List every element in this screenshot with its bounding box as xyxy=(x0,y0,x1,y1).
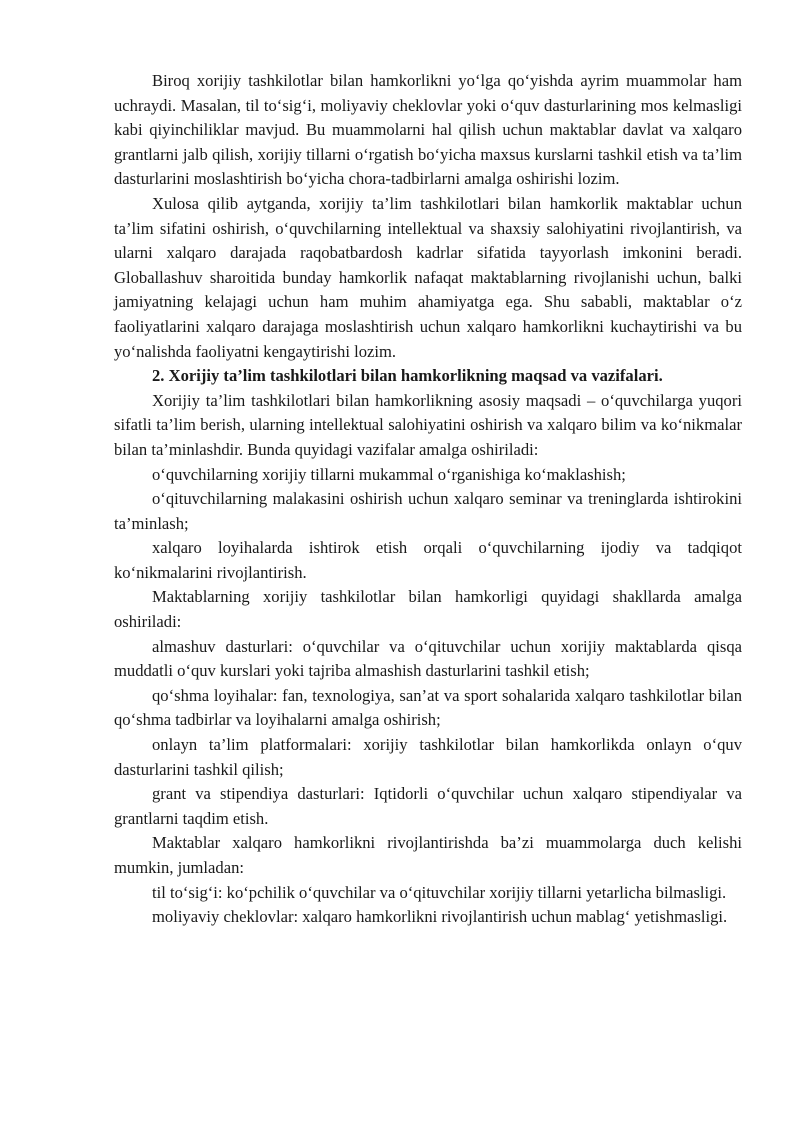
paragraph-forms: Maktablarning xorijiy tashkilotlar bilan hamkorligi quyidagi shakllarda amalga oshiriladi: xyxy=(114,587,742,632)
list-item-joint-projects: qo‘shma loyihalar: fan, texnologiya, san’at va sport sohalarida xalqaro tashkilotlar bilan qo‘shma tadbirlar va loyihalarni amalga oshirish; xyxy=(114,685,742,730)
list-item-online: onlayn ta’lim platformalari: xorijiy tashkilotlar bilan hamkorlikda onlayn o‘quv dasturlarini tashkil qilish; xyxy=(114,735,742,779)
paragraph-main-goal: Xorijiy ta’lim tashkilotlari bilan hamkorlikning asosiy maqsadi – o‘quvchilarga yuqori sifatli ta’lim berish, ularning intellektual salohiyatini oshirish va xalqaro bilim va ko‘nikmalar bilan ta’minlashdir. Bunda quyidagi vazifalar amalga oshiriladi: xyxy=(114,390,742,459)
paragraph-problems: Biroq xorijiy tashkilotlar bilan hamkorlikni yo‘lga qo‘yishda ayrim muammolar ham uchraydi. Masalan, til to‘sig‘i, moliyaviy cheklovlar yoki o‘quv dasturlarining mos kelmasligi kabi qiyinchiliklar mavjud. Bu muammolarni hal qilish uchun maktablar davlat va xalqaro grantlarni jalb qilish, xorijiy tillarni o‘rgatish bo‘yicha maxsus kurslarni tashkil etish va ta’lim dasturlarini moslashtirish bo‘yicha chora-tadbirlarni amalga oshirishi lozim. xyxy=(114,71,742,189)
list-item-projects: xalqaro loyihalarda ishtirok etish orqali o‘quvchilarning ijodiy va tadqiqot ko‘nikmalarini rivojlantirish. xyxy=(114,538,742,582)
paragraph-challenges: Maktablar xalqaro hamkorlikni rivojlantirishda ba’zi muammolarga duch kelishi mumkin, jumladan: xyxy=(114,833,742,877)
list-item-teacher-training: o‘qituvchilarning malakasini oshirish uchun xalqaro seminar va treninglarda ishtirokini ta’minlash; xyxy=(114,489,742,533)
list-item-exchange: almashuv dasturlari: o‘quvchilar va o‘qituvchilar uchun xorijiy maktablarda qisqa muddatli o‘quv kurslari yoki tajriba almashish dasturlarini tashkil etish; xyxy=(114,636,742,681)
paragraph-conclusion: Xulosa qilib aytganda, xorijiy ta’lim tashkilotlari bilan hamkorlik maktablar uchun ta’lim sifatini oshirish, o‘quvchilarning intellektual va shaxsiy salohiyatini rivojlantirish, va ularni xalqaro darajada raqobatbardosh kadrlar sifatida tayyorlash imkonini beradi. Globallashuv sharoitida bunday hamkorlik nafaqat maktablarning rivojlanishi uchun, balki jamiyatning kelajagi uchun ham muhim ahamiyatga ega. Shu sababli, maktablar o‘z faoliyatlarini xalqaro darajaga moslashtirish uchun xalqaro hamkorlikni kuchaytirishi va bu yo‘nalishda faoliyatni kengaytirishi lozim. xyxy=(114,193,742,361)
list-item-financial: moliyaviy cheklovlar: xalqaro hamkorlikni rivojlantirish uchun mablag‘ yetishmasligi. xyxy=(152,907,728,927)
list-item-grants: grant va stipendiya dasturlari: Iqtidorli o‘quvchilar uchun xalqaro stipendiyalar va grantlarni taqdim etish. xyxy=(114,784,742,828)
document-page xyxy=(114,69,742,930)
section-heading: 2. Xorijiy ta’lim tashkilotlari bilan hamkorlikning maqsad va vazifalari. xyxy=(152,366,663,386)
list-item-languages: o‘quvchilarning xorijiy tillarni mukammal o‘rganishiga ko‘maklashish; xyxy=(152,464,626,484)
list-item-language-barrier: til to‘sig‘i: ko‘pchilik o‘quvchilar va o‘qituvchilar xorijiy tillarni yetarlicha bilmasligi. xyxy=(152,882,727,902)
